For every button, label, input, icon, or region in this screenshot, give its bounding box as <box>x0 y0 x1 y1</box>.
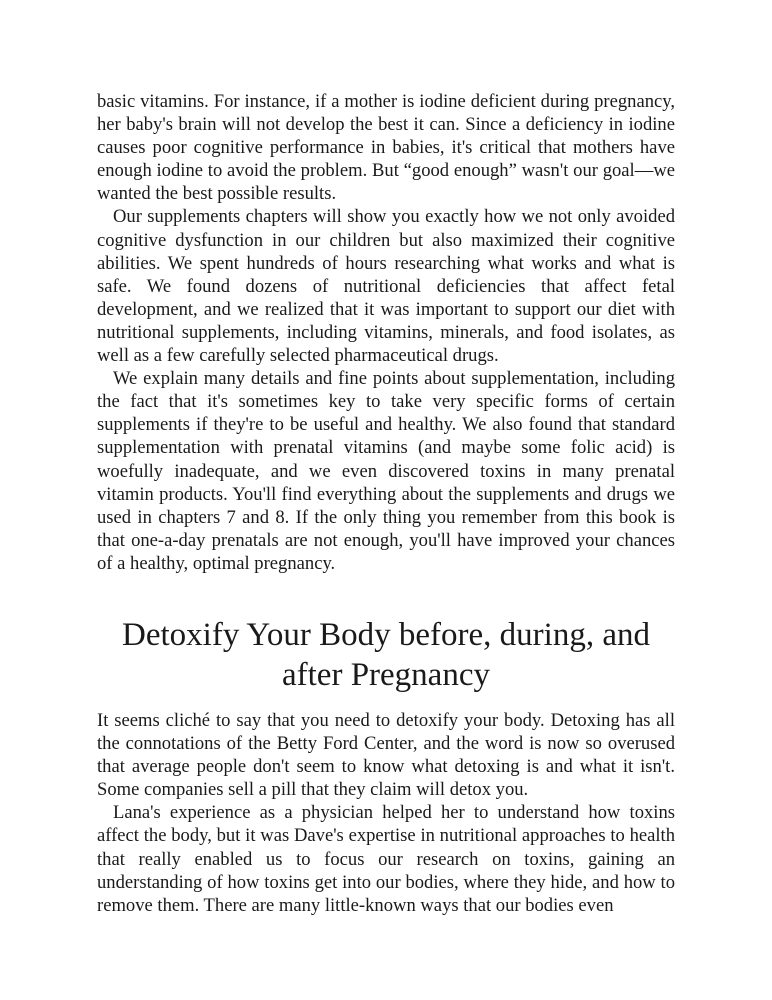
paragraph-detox-cliche: It seems cliché to say that you need to detoxify your body. Detoxing has all the connotations of the Betty Ford Center, and the word is now so overused that average people don't seem to know what detoxing is and what it isn't. Some companies sell a pill that they claim will detox you. <box>97 709 675 801</box>
paragraph-supplementation-details: We explain many details and fine points about supplementation, including the fact that it's sometimes key to take very specific forms of certain supplements if they're to be useful and healthy. We also found that standard supplementation with prenatal vitamins (and maybe some folic acid) is woefully inadequate, and we even discovered toxins in many prenatal vitamin products. You'll find everything about the supplements and drugs we used in chapters 7 and 8. If the only thing you remember from this book is that one-a-day prenatals are not enough, you'll have improved your chances of a healthy, optimal pregnancy. <box>97 368 675 574</box>
document-page <box>97 90 675 917</box>
paragraph-physician-experience: Lana's experience as a physician helped her to understand how toxins affect the body, but it was Dave's expertise in nutritional approaches to health that really enabled us to focus our research on toxins, gaining an understanding of how toxins get into our bodies, where they hide, and how to remove them. There are many little-known ways that our bodies even <box>97 802 675 916</box>
section-heading: Detoxify Your Body before, during, and after Pregnancy <box>122 616 650 693</box>
paragraph-iodine: basic vitamins. For instance, if a mother is iodine deficient during pregnancy, her baby's brain will not develop the best it can. Since a deficiency in iodine causes poor cognitive performance in babies, it's critical that mothers have enough iodine to avoid the problem. But “good enough” wasn't our goal—we wanted the best possible results. <box>97 91 675 205</box>
paragraph-supplements-chapters: Our supplements chapters will show you exactly how we not only avoided cognitive dysfunction in our children but also maximized their cognitive abilities. We spent hundreds of hours researching what works and what is safe. We found dozens of nutritional deficiencies that affect fetal development, and we realized that it was important to support our diet with nutritional supplements, including vitamins, minerals, and food isolates, as well as a few carefully selected pharmaceutical drugs. <box>97 206 675 367</box>
